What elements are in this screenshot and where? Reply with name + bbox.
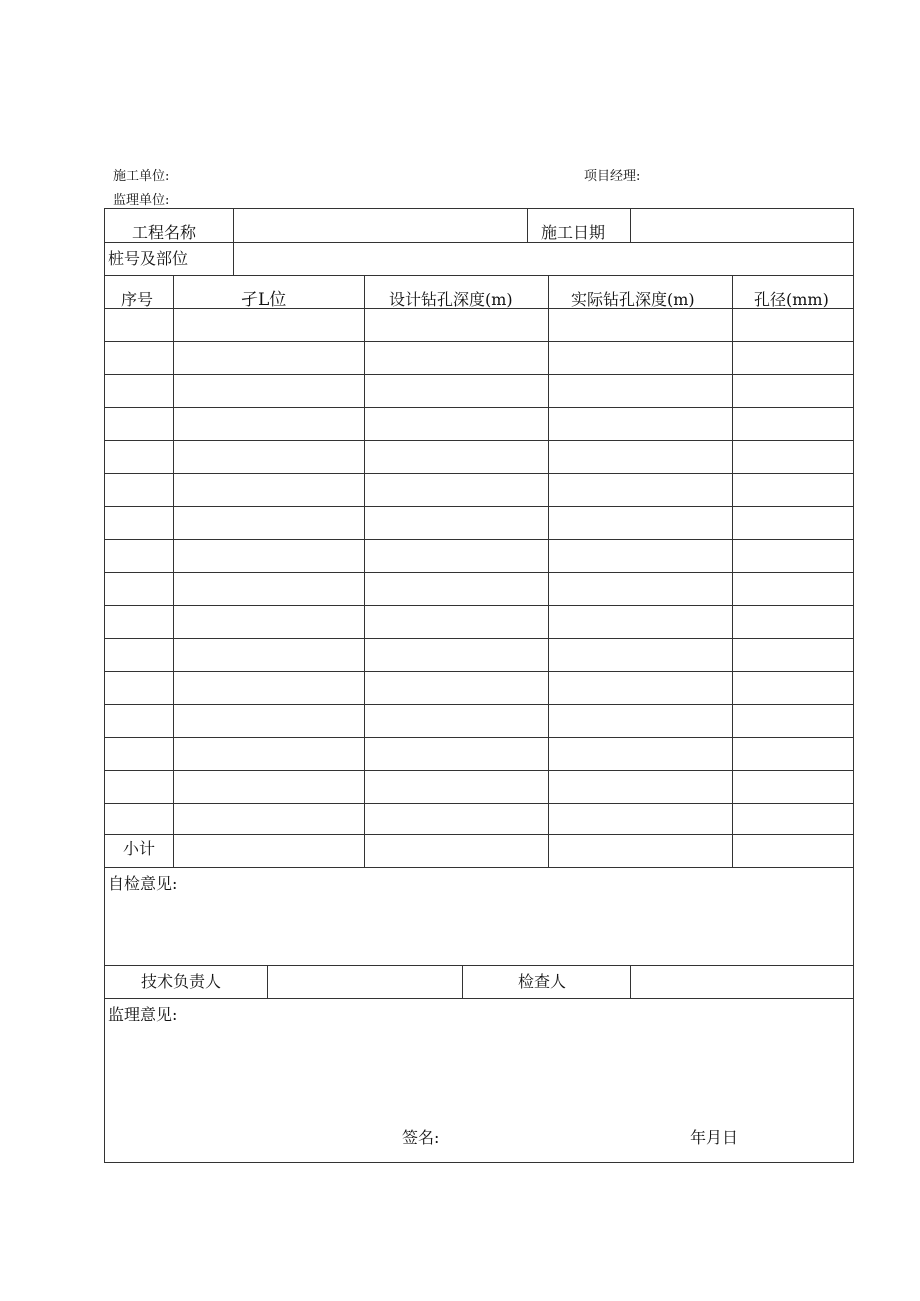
construction-unit-label: 施工单位: bbox=[113, 169, 170, 184]
supervision-opinion-field[interactable] bbox=[106, 1024, 852, 1119]
supervision-unit-label: 监理单位: bbox=[113, 193, 170, 208]
column-header-seq: 序号 bbox=[121, 290, 154, 309]
subtotal-label: 小计 bbox=[123, 839, 156, 858]
date-label: 年月日 bbox=[690, 1128, 739, 1147]
tech-lead-field[interactable] bbox=[268, 966, 461, 997]
supervision-opinion-label: 监理意见: bbox=[108, 1005, 178, 1024]
self-check-label: 自检意见: bbox=[108, 874, 178, 893]
inspection-form bbox=[104, 208, 854, 1163]
construction-date-label: 施工日期 bbox=[541, 223, 606, 242]
project-manager-label: 项目经理: bbox=[584, 169, 641, 184]
column-header-hole-position: 孑L位 bbox=[241, 290, 287, 310]
signature-label: 签名: bbox=[402, 1128, 440, 1147]
project-name-field[interactable] bbox=[234, 210, 526, 241]
pile-section-field[interactable] bbox=[234, 243, 853, 274]
column-header-design-depth: 设计钻孔深度(m) bbox=[389, 290, 513, 309]
inspector-label: 检查人 bbox=[518, 972, 567, 991]
pile-section-label: 桩号及部位 bbox=[108, 249, 189, 268]
column-header-actual-depth: 实际钻孔深度(m) bbox=[571, 290, 695, 309]
column-header-hole-diameter: 孔径(mm) bbox=[754, 290, 829, 309]
tech-lead-label: 技术负责人 bbox=[141, 972, 222, 991]
self-check-field[interactable] bbox=[106, 893, 852, 963]
inspector-field[interactable] bbox=[631, 966, 853, 997]
construction-date-field[interactable] bbox=[631, 210, 853, 241]
project-name-label: 工程名称 bbox=[132, 223, 197, 242]
